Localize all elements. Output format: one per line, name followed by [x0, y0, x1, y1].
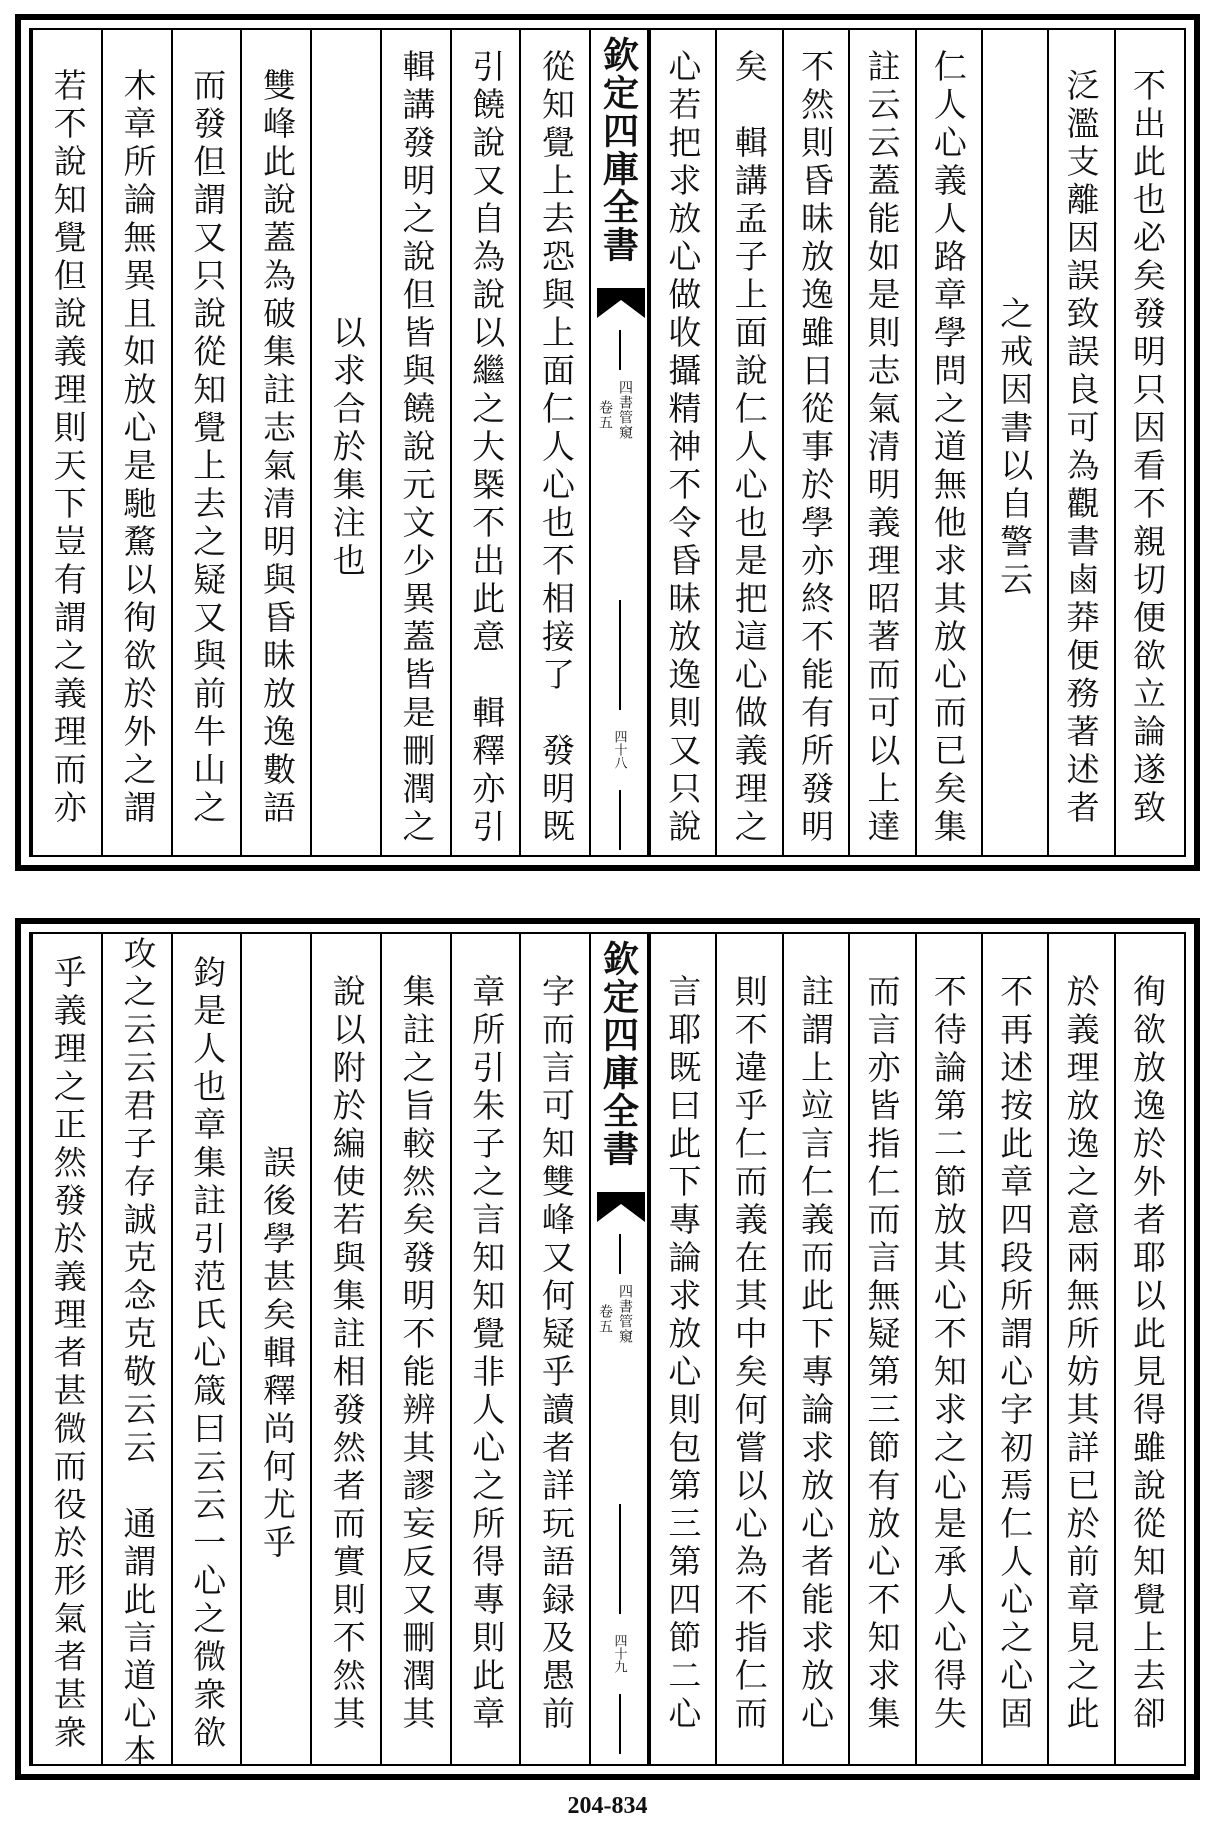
- top-volume: 卷五: [597, 400, 613, 430]
- column-text: 輯講發明之說但皆與饒說元文少異蓋皆是刪潤之: [397, 48, 437, 847]
- column-text: 不然則昏昧放逸雖日從事於學亦終不能有所發明: [796, 48, 836, 847]
- text-column: [1114, 934, 1180, 1764]
- top-center-title: 欽定四庫全書: [597, 36, 640, 264]
- column-text: 誤後學甚矣輯釋尚何尤乎: [258, 1145, 297, 1563]
- bottom-page: [15, 918, 1200, 1780]
- column-text: 而發但謂又只說從知覺上去之疑又與前牛山之: [188, 67, 228, 828]
- column-text: 仁人心義人路章學問之道無他求其放心而已矣集: [928, 48, 968, 847]
- column-text: 徇欲放逸於外者耶以此見得雖說從知覺上去卻: [1128, 974, 1167, 1734]
- fishtail-ornament-icon: [597, 1192, 645, 1222]
- column-text: 以求合於集注也: [327, 314, 367, 581]
- column-text: 從知覺上去恐與上面仁人心也不相接了 發明既: [537, 48, 576, 847]
- text-column: [171, 30, 241, 855]
- column-text: 引饒說又自為說以繼之大槩不出此意 輯釋亦引: [467, 48, 507, 847]
- column-text: 若不說知覺但說義理則天下豈有謂之義理而亦: [48, 67, 88, 828]
- text-column: [450, 934, 520, 1764]
- bottom-center-title: 欽定四庫全書: [597, 940, 640, 1168]
- text-column: [171, 934, 241, 1764]
- top-center-subtitle: [591, 380, 647, 580]
- text-column: [31, 934, 101, 1764]
- column-text: 則不違乎仁而義在其中矣何嘗以心為不指仁而: [729, 974, 769, 1734]
- column-text: 章所引朱子之言知知覺非人心之所得專則此章: [467, 974, 507, 1734]
- text-column: [240, 934, 310, 1764]
- bottom-book-name: 四書管窺: [617, 1284, 633, 1344]
- text-column: [1047, 30, 1113, 855]
- text-column: [848, 934, 914, 1764]
- bottom-page-center-strip: [589, 934, 649, 1764]
- column-text: 攻之云云君子存誠克念克敬云云 通謂此言道心本: [118, 936, 158, 1772]
- top-page: [15, 14, 1200, 871]
- column-text: 之戒因書以自警云: [995, 295, 1035, 600]
- text-column: [450, 30, 520, 855]
- text-column: [915, 934, 981, 1764]
- top-page-frame: [29, 28, 1186, 857]
- text-column: [715, 934, 781, 1764]
- text-column: [101, 934, 171, 1772]
- text-column: [240, 30, 310, 855]
- top-page-center-strip: [589, 30, 649, 855]
- text-column: [1047, 934, 1113, 1764]
- text-column: [848, 30, 914, 855]
- column-text: 於義理放逸之意兩無所妨其詳已於前章見之此: [1061, 974, 1101, 1734]
- column-text: 不待論第二節放其心不知求之心是承人心得失: [928, 974, 968, 1734]
- footer-catalog-code: 204-834: [567, 1793, 648, 1819]
- column-text: 鈞是人也章集註引范氏心箴曰云云一心之微衆欲: [188, 955, 228, 1753]
- column-text: 木章所論無異且如放心是馳騖以徇欲於外之謂: [118, 67, 158, 828]
- bottom-page-frame: [29, 932, 1186, 1772]
- bottom-volume: 卷五: [597, 1304, 613, 1334]
- bottom-center-subtitle: [591, 1284, 647, 1484]
- text-column: [519, 30, 589, 855]
- text-column: [380, 934, 450, 1764]
- text-column: [101, 30, 171, 855]
- text-column: [310, 934, 380, 1764]
- text-column: [31, 30, 101, 855]
- column-text: 註云云蓋能如是則志氣清明義理昭著而可以上達: [862, 48, 902, 847]
- column-text: 說以附於編使若與集註相發然者而實則不然其: [327, 974, 367, 1734]
- column-text: 集註之旨較然矣發明不能辨其謬妄反又刪潤其: [397, 974, 437, 1734]
- text-column: [649, 30, 715, 855]
- text-column: [519, 934, 589, 1764]
- text-column: [981, 30, 1047, 855]
- column-text: 矣 輯講孟子上面說仁人心也是把這心做義理之: [729, 48, 769, 847]
- column-text: 不出此也必矣發明只因看不親切便欲立論遂致: [1128, 67, 1167, 828]
- text-column: [915, 30, 981, 855]
- text-column: [380, 30, 450, 855]
- column-text: 字而言可知雙峰又何疑乎讀者詳玩語録及愚前: [537, 974, 576, 1734]
- text-column: [1114, 30, 1180, 855]
- column-text: 雙峰此說蓋為破集註志氣清明與昏昧放逸數語: [258, 67, 297, 828]
- column-text: 不再述按此章四段所謂心字初焉仁人心之心固: [995, 974, 1035, 1734]
- column-text: 而言亦皆指仁而言無疑第三節有放心不知求集: [862, 974, 902, 1734]
- column-text: 泛濫支離因誤致誤良可為觀書鹵莽便務著述者: [1061, 67, 1101, 828]
- bottom-page-number: 四十九: [611, 1634, 627, 1673]
- column-text: 言耶既曰此下專論求放心則包第三第四節二心: [663, 974, 703, 1734]
- text-column: [649, 934, 715, 1764]
- top-book-name: 四書管窺: [617, 380, 633, 440]
- text-column: [981, 934, 1047, 1764]
- column-text: 註謂上竝言仁義而此下專論求放心者能求放心: [796, 974, 836, 1734]
- text-column: [782, 934, 848, 1764]
- text-column: [715, 30, 781, 855]
- column-text: 心若把求放心做收攝精神不令昏昧放逸則又只說: [663, 48, 703, 847]
- text-column: [310, 30, 380, 855]
- top-page-number: 四十八: [611, 730, 627, 769]
- fishtail-ornament-icon: [597, 288, 645, 318]
- column-text: 乎義理之正然發於義理者甚微而役於形氣者甚衆: [48, 955, 88, 1753]
- text-column: [782, 30, 848, 855]
